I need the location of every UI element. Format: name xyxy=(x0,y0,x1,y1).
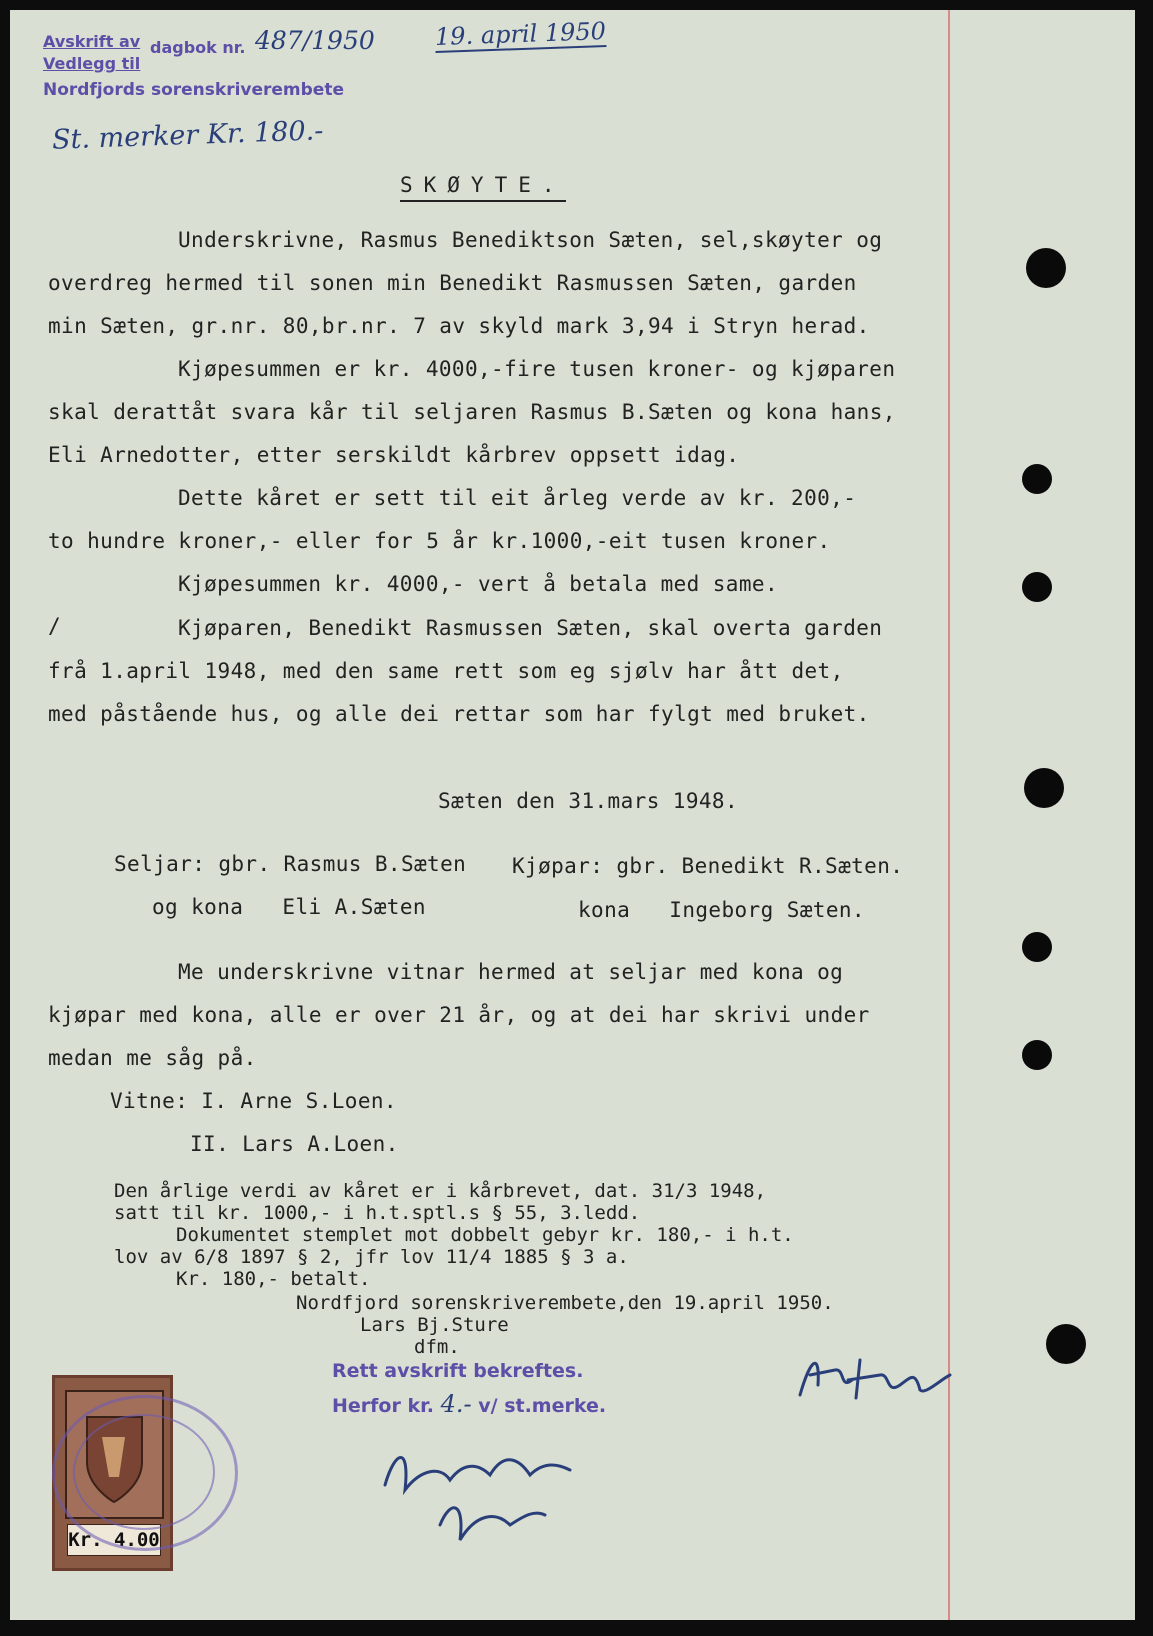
punch-hole xyxy=(1022,464,1052,494)
body-line: overdreg hermed til sonen min Benedikt Rasmussen Sæten, garden xyxy=(48,271,857,295)
slash-mark: / xyxy=(48,614,62,638)
dagbok-number: 487/1950 xyxy=(255,26,375,55)
registration-line: Nordfjord sorenskriverembete,den 19.april 1950. xyxy=(296,1292,834,1314)
body-line: Underskrivne, Rasmus Benediktson Sæten, sel,skøyter og xyxy=(178,228,883,252)
body-line: Dette kåret er sett til eit årleg verde av kr. 200,- xyxy=(178,486,857,510)
office-seal-ring xyxy=(73,1414,215,1530)
registration-line: Den årlige verdi av kåret er i kårbrevet, dat. 31/3 1948, xyxy=(114,1180,767,1202)
registration-signer: Lars Bj.Sture xyxy=(360,1314,509,1336)
seller-signature: Seljar: gbr. Rasmus B.Sæten xyxy=(114,852,467,876)
body-line: frå 1.april 1948, med den same rett som eg sjølv har ått det, xyxy=(48,659,844,683)
punch-hole xyxy=(1026,248,1066,288)
registration-line: Kr. 180,- betalt. xyxy=(176,1268,371,1290)
body-line: med påstående hus, og alle dei rettar som har fylgt med bruket. xyxy=(48,702,870,726)
handwritten-stamp-note: St. merker Kr. 180.- xyxy=(51,115,324,156)
registration-title: dfm. xyxy=(414,1336,460,1358)
revenue-stamp-value: Kr. 4.00 xyxy=(67,1524,161,1556)
handwritten-signature xyxy=(370,1430,590,1560)
punch-hole xyxy=(1024,768,1064,808)
body-line: Kjøpesummen kr. 4000,- vert å betala med same. xyxy=(178,572,778,596)
fee-prefix: Herfor kr. xyxy=(332,1395,434,1417)
certification-fee xyxy=(332,1390,606,1418)
body-line: medan me såg på. xyxy=(48,1046,257,1070)
fee-amount: 4.- xyxy=(440,1390,472,1418)
stamp-avskrift: Avskrift av xyxy=(43,32,141,51)
body-line: Eli Arnedotter, etter serskildt kårbrev oppsett idag. xyxy=(48,443,740,467)
registration-line: Dokumentet stemplet mot dobbelt gebyr kr. 180,- i h.t. xyxy=(176,1224,794,1246)
body-line: Kjøparen, Benedikt Rasmussen Sæten, skal overta garden xyxy=(178,616,883,640)
stamp-dagbok: dagbok nr. xyxy=(150,38,246,57)
buyer-signature: Kjøpar: gbr. Benedikt R.Sæten. xyxy=(512,854,904,878)
place-date-line: Sæten den 31.mars 1948. xyxy=(438,789,738,813)
punch-hole xyxy=(1022,1040,1052,1070)
witness-1: Vitne: I. Arne S.Loen. xyxy=(110,1089,397,1113)
body-line: min Sæten, gr.nr. 80,br.nr. 7 av skyld mark 3,94 i Stryn herad. xyxy=(48,314,870,338)
body-line: to hundre kroner,- eller for 5 år kr.1000,-eit tusen kroner. xyxy=(48,529,831,553)
fee-suffix: v/ st.merke. xyxy=(478,1395,607,1417)
handwritten-initials xyxy=(790,1340,960,1410)
registration-line: lov av 6/8 1897 § 2, jfr lov 11/4 1885 § 3 a. xyxy=(114,1246,629,1268)
buyer-spouse: kona Ingeborg Sæten. xyxy=(578,898,865,922)
body-line: skal derattåt svara kår til seljaren Rasmus B.Sæten og kona hans, xyxy=(48,400,896,424)
certification-stamp: Rett avskrift bekreftes. xyxy=(332,1360,584,1382)
seller-spouse: og kona Eli A.Sæten xyxy=(152,895,426,919)
office-seal xyxy=(52,1395,238,1551)
body-line: Me underskrivne vitnar hermed at seljar med kona og xyxy=(178,960,844,984)
body-line: Kjøpesummen er kr. 4000,-fire tusen kroner- og kjøparen xyxy=(178,357,896,381)
witness-2: II. Lars A.Loen. xyxy=(190,1132,399,1156)
document-page xyxy=(10,10,1135,1620)
document-title: SKØYTE. xyxy=(400,173,566,202)
body-line: kjøpar med kona, alle er over 21 år, og at dei har skrivi under xyxy=(48,1003,870,1027)
handwritten-date: 19. april 1950 xyxy=(434,17,607,51)
stamp-vedlegg: Vedlegg til xyxy=(43,54,141,73)
punch-hole xyxy=(1022,932,1052,962)
punch-hole xyxy=(1022,572,1052,602)
punch-hole xyxy=(1046,1324,1086,1364)
registration-line: satt til kr. 1000,- i h.t.sptl.s § 55, 3.ledd. xyxy=(114,1202,641,1224)
stamp-office: Nordfjords sorenskriverembete xyxy=(43,80,344,100)
